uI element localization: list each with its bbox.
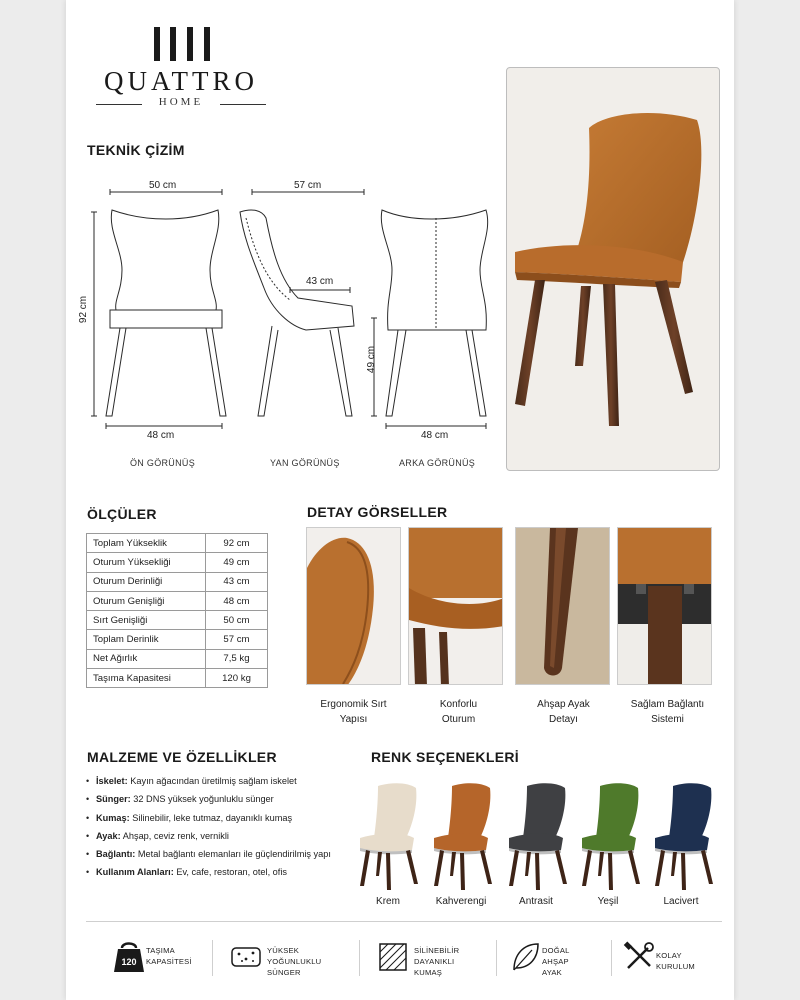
chair-leg	[555, 850, 567, 884]
sponge-icon	[229, 940, 263, 974]
detail-image-wood-leg	[515, 527, 610, 685]
list-item: • İskelet: Kayın ağacından üretilmiş sağlam iskelet	[86, 776, 297, 786]
spec-value: 120 kg	[206, 669, 268, 688]
chair-seat	[360, 834, 414, 852]
table-row	[87, 534, 268, 553]
divider	[212, 940, 213, 976]
color-label: Antrasit	[519, 896, 553, 907]
spec-label: Taşıma Kapasitesi	[87, 669, 206, 688]
chair-leg	[598, 852, 604, 876]
color-swatch-antrasit[interactable]	[505, 780, 571, 890]
measurements-title: ÖLÇÜLER	[87, 506, 157, 522]
table-row	[87, 611, 268, 630]
chair-leg	[628, 850, 640, 884]
view-label-front: ÖN GÖRÜNÜŞ	[130, 458, 196, 468]
main-product-photo	[506, 67, 720, 471]
materials-title: MALZEME VE ÖZELLİKLER	[87, 749, 277, 765]
chair-leg	[450, 852, 456, 876]
detail-image-seat	[408, 527, 503, 685]
tools-icon	[622, 940, 656, 974]
spec-label: Oturum Derinliği	[87, 572, 206, 591]
colors-title: RENK SEÇENEKLERİ	[371, 749, 519, 765]
chair-backrest	[374, 783, 416, 838]
list-item: • Bağlantı: Metal bağlantı elemanları ile güçlendirilmiş yapı	[86, 849, 331, 860]
color-label: Lacivert	[663, 896, 699, 907]
color-label: Kahverengi	[435, 896, 487, 907]
table-row	[87, 591, 268, 610]
detail-caption: Sağlam Bağlantı Sistemi	[630, 699, 705, 725]
spec-label: Net Ağırlık	[87, 649, 206, 668]
chair-leg	[608, 853, 613, 890]
dim-seat-height: 49 cm	[366, 345, 378, 374]
chair-leg	[406, 850, 418, 884]
chair-leg	[386, 853, 391, 890]
brand-sub-text: HOME	[158, 96, 204, 108]
chair-leg	[360, 850, 370, 886]
divider	[86, 921, 722, 922]
chair-leg	[681, 853, 686, 890]
chair-leg	[376, 852, 382, 876]
divider	[611, 940, 612, 976]
list-item: • Kumaş: Silinebilir, leke tutmaz, dayanıklı kumaş	[86, 812, 293, 823]
divider	[359, 940, 360, 976]
chair-leg	[582, 850, 592, 886]
detail-caption: Ahşap Ayak Detayı	[537, 699, 590, 725]
list-item: • Kullanım Alanları: Ev, cafe, restoran, otel, ofis	[86, 867, 287, 878]
table-row	[87, 669, 268, 688]
color-swatch-kahverengi[interactable]	[430, 780, 496, 890]
table-row	[87, 553, 268, 572]
spec-label: Toplam Yükseklik	[87, 534, 206, 553]
color-swatch-yesil[interactable]	[578, 780, 644, 890]
chair-seat	[655, 834, 709, 852]
front-view-drawing	[106, 210, 226, 416]
list-item: • Ayak: Ahşap, ceviz renk, vernikli	[86, 830, 229, 841]
spec-label: Oturum Genişliği	[87, 591, 206, 610]
chair-leg	[434, 850, 444, 886]
feature-text: YÜKSEK YOĞUNLUKLU SÜNGER	[267, 946, 322, 977]
chair-leg	[480, 850, 492, 884]
feature-text: TAŞIMA KAPASİTESİ	[146, 946, 192, 966]
spec-value: 57 cm	[206, 630, 268, 649]
leaf-icon	[508, 940, 542, 974]
spec-label: Toplam Derinlik	[87, 630, 206, 649]
feature-text: SİLİNEBİLİR DAYANIKLI KUMAŞ	[414, 946, 460, 977]
chair-leg	[525, 852, 531, 876]
spec-value: 43 cm	[206, 572, 268, 591]
color-label: Yeşil	[597, 896, 619, 907]
table-row	[87, 572, 268, 591]
divider	[496, 940, 497, 976]
chair-seat	[582, 834, 636, 852]
dim-front-base: 48 cm	[147, 430, 175, 441]
dim-side-depth: 57 cm	[294, 180, 322, 191]
color-label: Krem	[376, 896, 400, 907]
chair-illustration	[507, 68, 720, 471]
color-swatch-lacivert[interactable]	[651, 780, 717, 890]
detail-caption: Ergonomik Sırt Yapısı	[320, 699, 387, 725]
dim-seat-depth: 43 cm	[306, 276, 334, 287]
chair-seat	[509, 834, 563, 852]
table-row	[87, 630, 268, 649]
view-label-back: ARKA GÖRÜNÜŞ	[399, 458, 476, 468]
weight-icon	[112, 940, 146, 974]
weight-badge: 120	[121, 957, 137, 967]
chair-leg	[509, 850, 519, 886]
brand-sub	[96, 96, 266, 112]
details-title: DETAY GÖRSELLER	[307, 504, 448, 520]
chair-backrest	[669, 783, 711, 838]
chair-leg	[701, 850, 713, 884]
logo-mark	[154, 27, 210, 61]
list-item: • Sünger: 32 DNS yüksek yoğunluklu sünger	[86, 794, 274, 805]
table-row	[87, 649, 268, 668]
spec-label: Oturum Yüksekliği	[87, 553, 206, 572]
spec-value: 49 cm	[206, 553, 268, 572]
detail-caption: Konforlu Oturum	[439, 699, 478, 725]
brand-name: QUATTRO	[104, 66, 258, 96]
back-view-drawing	[381, 210, 487, 416]
side-view-drawing	[240, 210, 354, 416]
spec-value: 7,5 kg	[206, 649, 268, 668]
chair-leg	[460, 853, 465, 890]
color-swatch-krem[interactable]	[356, 780, 422, 890]
measurements-table	[86, 533, 268, 688]
technical-title: TEKNİK ÇİZİM	[87, 142, 185, 158]
chair-leg	[535, 853, 540, 890]
detail-image-backrest	[306, 527, 401, 685]
chair-seat	[434, 834, 488, 852]
chair-backrest	[448, 783, 490, 838]
spec-value: 50 cm	[206, 611, 268, 630]
view-label-side: YAN GÖRÜNÜŞ	[270, 458, 340, 468]
chair-leg	[655, 850, 665, 886]
fabric-icon	[376, 940, 410, 974]
feature-text: DOĞAL AHŞAP AYAK	[542, 946, 570, 977]
chair-leg	[671, 852, 677, 876]
dim-back-base: 48 cm	[421, 430, 449, 441]
spec-value: 92 cm	[206, 534, 268, 553]
spec-label: Sırt Genişliği	[87, 611, 206, 630]
spec-value: 48 cm	[206, 591, 268, 610]
technical-drawing	[76, 170, 496, 470]
feature-text: KOLAY KURULUM	[656, 951, 695, 971]
dim-total-height: 92 cm	[78, 295, 90, 324]
chair-backrest	[523, 783, 565, 838]
chair-backrest	[596, 783, 638, 838]
detail-image-connection	[617, 527, 712, 685]
dim-front-width: 50 cm	[149, 180, 177, 191]
materials-list	[86, 776, 356, 886]
